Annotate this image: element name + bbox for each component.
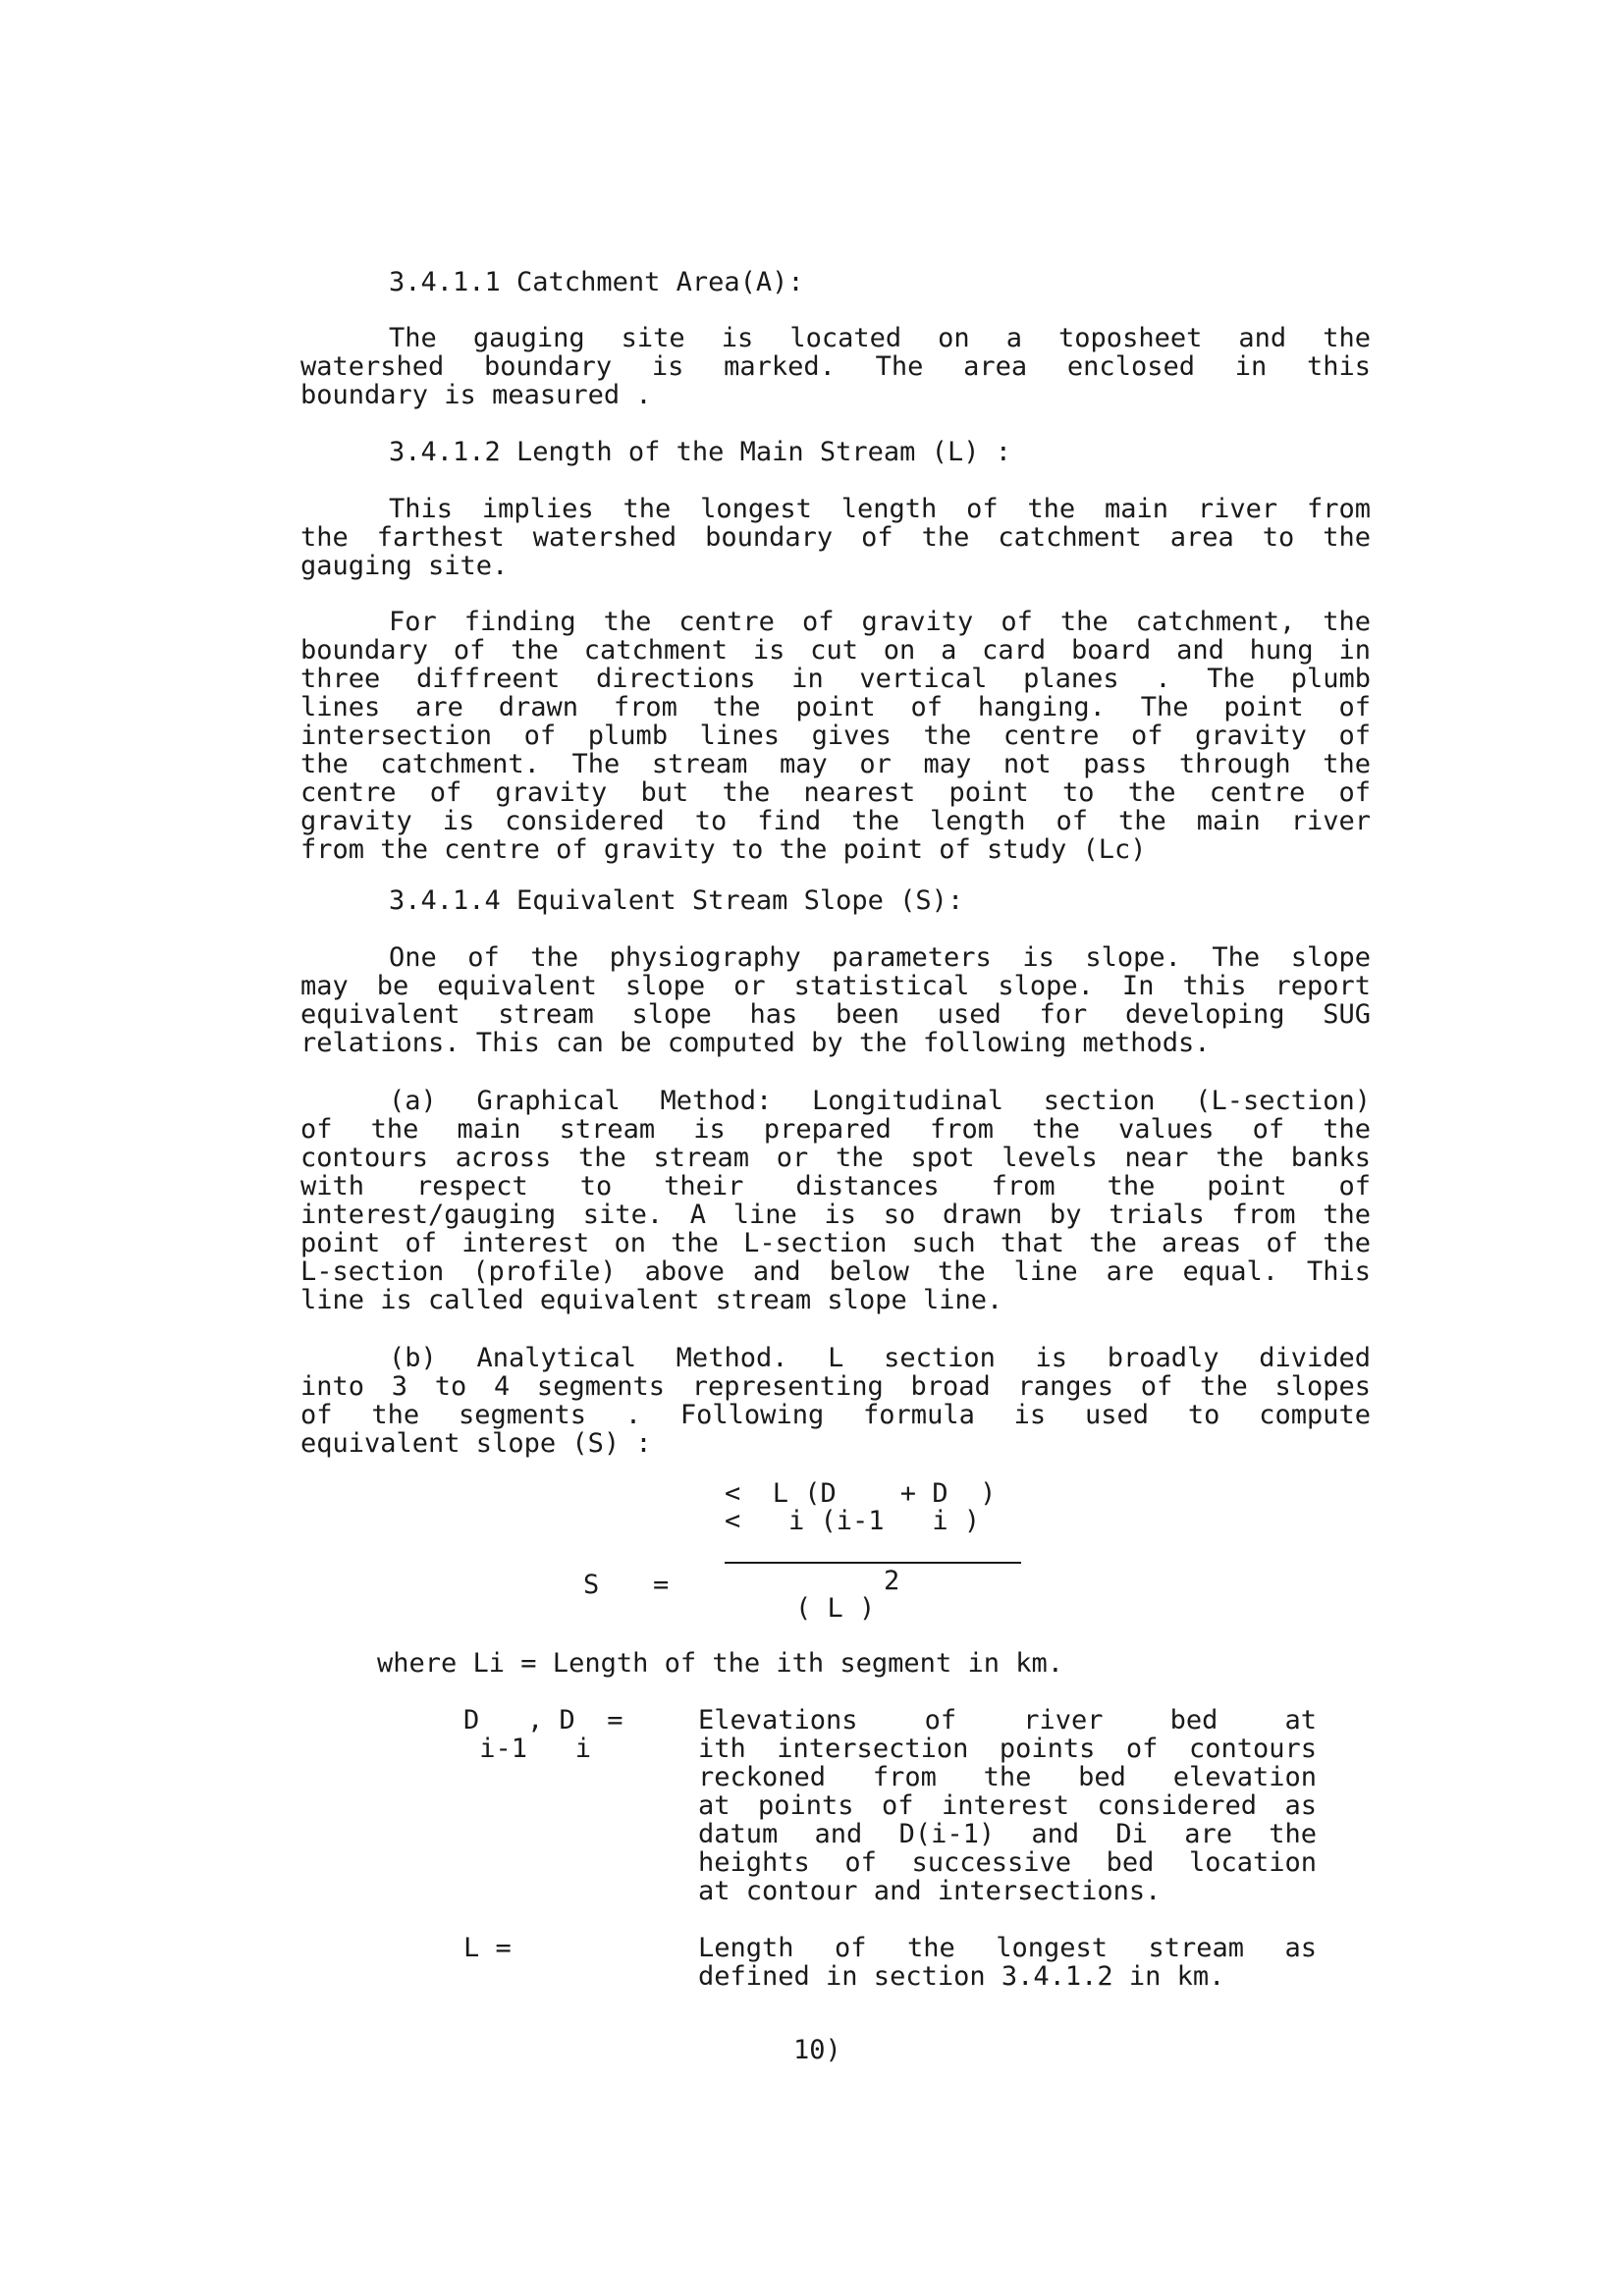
text-line: of the segments . Following formula is used to compute — [300, 1400, 1371, 1430]
where-li-definition: where Li = Length of the ith segment in km. — [377, 1648, 1063, 1679]
l-term-definition — [698, 1934, 1317, 1991]
text-line: heights of successive bed location — [698, 1847, 1317, 1878]
text-line: boundary is measured . — [300, 380, 652, 410]
text-line: three diffreent directions in vertical planes . The plumb — [300, 664, 1371, 694]
text-line: lines are drawn from the point of hanging. The point of — [300, 692, 1371, 722]
text-line: For finding the centre of gravity of the catchment, the — [389, 607, 1371, 637]
text-line: This implies the longest length of the main river from — [389, 494, 1371, 524]
d-term-definition — [698, 1706, 1317, 1905]
text-line: the catchment. The stream may or may not pass through the — [300, 749, 1371, 779]
text-line: at contour and intersections. — [698, 1876, 1162, 1906]
heading-equivalent-stream-slope: 3.4.1.4 Equivalent Stream Slope (S): — [389, 885, 964, 916]
paragraph-catchment-area — [300, 324, 1371, 409]
text-line: the farthest watershed boundary of the catchment area to the — [300, 522, 1371, 553]
text-line: at points of interest considered as — [698, 1790, 1317, 1821]
text-line: from the centre of gravity to the point of study (Lc) — [300, 834, 1147, 865]
text-line: relations. This can be computed by the following methods. — [300, 1028, 1211, 1058]
text-line: watershed boundary is marked. The area enclosed in this — [300, 351, 1371, 382]
text-line: L-section (profile) above and below the line are equal. This — [300, 1256, 1371, 1287]
text-line: datum and D(i-1) and Di are the — [698, 1819, 1317, 1849]
d-term-subscripts: i-1 i — [463, 1734, 592, 1764]
page-number: 10) — [793, 2035, 841, 2065]
text-line: of the main stream is prepared from the values of the — [300, 1114, 1371, 1145]
text-line: The gauging site is located on a toposheet and the — [389, 323, 1371, 353]
text-line: point of interest on the L-section such that the areas of the — [300, 1228, 1371, 1258]
formula-exponent: 2 — [884, 1566, 900, 1596]
formula-numerator-line-2: < i (i-1 i ) — [725, 1506, 981, 1536]
text-line: equivalent slope (S) : — [300, 1428, 652, 1459]
text-line: interest/gauging site. A line is so drawn by trials from the — [300, 1200, 1371, 1230]
text-line: may be equivalent slope or statistical slope. In this report — [300, 971, 1371, 1001]
formula-denominator: ( L ) — [795, 1593, 876, 1624]
text-line: with respect to their distances from the point of — [300, 1171, 1371, 1201]
text-line: reckoned from the bed elevation — [698, 1762, 1317, 1792]
heading-catchment-area: 3.4.1.1 Catchment Area(A): — [389, 267, 804, 297]
paragraph-slope-intro — [300, 943, 1371, 1057]
paragraph-centre-of-gravity — [300, 608, 1371, 864]
d-term-label: D , D = — [463, 1705, 623, 1735]
formula-lhs: S — [583, 1570, 600, 1600]
text-line: centre of gravity but the nearest point to the centre of — [300, 777, 1371, 808]
text-line: line is called equivalent stream slope line. — [300, 1285, 1003, 1315]
paragraph-main-stream-length — [300, 495, 1371, 580]
text-line: contours across the stream or the spot levels near the banks — [300, 1143, 1371, 1173]
text-line: boundary of the catchment is cut on a card board and hung in — [300, 635, 1371, 666]
text-line: One of the physiography parameters is slope. The slope — [389, 942, 1371, 973]
text-line: (a) Graphical Method: Longitudinal section (L-section) — [389, 1086, 1371, 1116]
text-line: ith intersection points of contours — [698, 1734, 1317, 1764]
text-line: into 3 to 4 segments representing broad ranges of the slopes — [300, 1371, 1371, 1402]
text-line: Elevations of river bed at — [698, 1705, 1317, 1735]
paragraph-graphical-method — [300, 1087, 1371, 1314]
fraction-bar — [725, 1562, 1021, 1564]
text-line: equivalent stream slope has been used for developing SUG — [300, 999, 1371, 1030]
text-line: (b) Analytical Method. L section is broadly divided — [389, 1343, 1371, 1373]
l-term-label: L = — [463, 1933, 512, 1963]
text-line: gauging site. — [300, 551, 509, 581]
paragraph-analytical-method — [300, 1344, 1371, 1458]
formula-numerator-line-1: < L (D + D ) — [725, 1478, 997, 1509]
text-line: intersection of plumb lines gives the centre of gravity of — [300, 721, 1371, 751]
formula-equals: = — [653, 1570, 670, 1600]
text-line: gravity is considered to find the length of the main river — [300, 806, 1371, 836]
text-line: Length of the longest stream as — [698, 1933, 1317, 1963]
text-line: defined in section 3.4.1.2 in km. — [698, 1961, 1225, 1992]
heading-main-stream-length: 3.4.1.2 Length of the Main Stream (L) : — [389, 437, 1011, 467]
